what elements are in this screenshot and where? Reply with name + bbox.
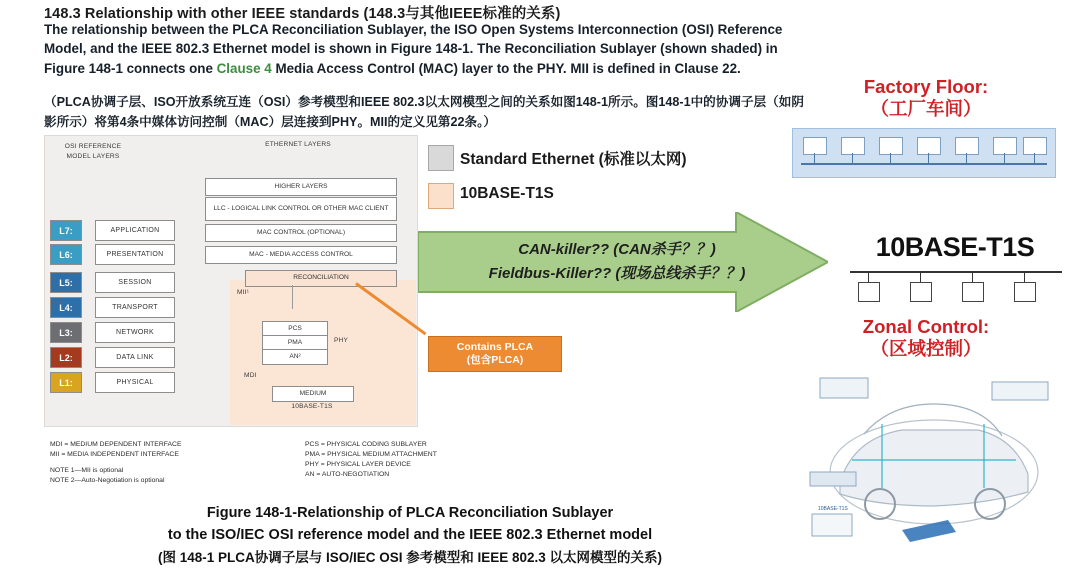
- zonal-control-heading: [786, 316, 1066, 360]
- drop-stem-1: [868, 272, 869, 282]
- factory-drop-3: [890, 153, 891, 163]
- factory-bus-rail: [801, 163, 1047, 165]
- drop-stem-3: [972, 272, 973, 282]
- factory-device-controller: [1023, 137, 1047, 155]
- zonal-control-title-en: Zonal Control:: [862, 316, 990, 337]
- osi-tag-l4: L4:: [50, 297, 82, 318]
- factory-drop-2: [852, 153, 853, 163]
- product-title: 10BASE-T1S: [875, 232, 1035, 262]
- caption-line2: to the ISO/IEC OSI reference model and the IEEE 802.3 Ethernet model: [167, 527, 653, 543]
- factory-drop-4: [928, 153, 929, 163]
- arrow-line1: CAN-killer?? (CAN杀手？？): [518, 241, 716, 258]
- factory-device-valve: [955, 137, 979, 155]
- factory-device-sensor: [917, 137, 941, 155]
- note-pcs: PCS = PHYSICAL CODING SUBLAYER: [305, 441, 427, 448]
- osi-tag-l7: L7:: [50, 220, 82, 241]
- figure-caption-chinese: (图 148-1 PLCA协调子层与 ISO/IEC OSI 参考模型和 IEEE 802.3 以太网模型的关系): [157, 550, 663, 565]
- arrow-line2: Fieldbus-Killer?? (现场总线杀手？？): [488, 265, 746, 282]
- legend-label-10base-t1s: 10BASE-T1S: [460, 185, 554, 202]
- callout-line2: (包含PLCA): [466, 354, 524, 366]
- note-mii: MII = MEDIA INDEPENDENT INTERFACE: [50, 451, 179, 458]
- intro-part1: The relationship between the PLCA Reconciliation Sublayer, the ISO Open Systems Interconnection (OSI) Reference Model, and the IEEE 802.3 Ethernet model is shown in Figure 148-1. The Reconciliation Sublayer (shown shaded) in Figure 148-1 connects one: [44, 22, 783, 76]
- legend-label-standard-ethernet: Standard Ethernet (标准以太网): [460, 151, 687, 168]
- osi-layer-network: NETWORK: [95, 322, 175, 343]
- drop-bus-illustration: [846, 268, 1066, 302]
- drop-bus-trunk: [850, 271, 1062, 273]
- osi-tag-l6: L6:: [50, 244, 82, 265]
- factory-device-robot: [803, 137, 827, 155]
- drop-node-1: [858, 282, 880, 302]
- mdi-label: MDI: [244, 372, 257, 379]
- osi-layer-presentation: PRESENTATION: [95, 244, 175, 265]
- legend-swatch-10base-t1s: [428, 183, 454, 209]
- stack-llc-box: LLC - LOGICAL LINK CONTROL OR OTHER MAC CLIENT: [205, 197, 397, 221]
- osi-tag-l3: L3:: [50, 322, 82, 343]
- factory-floor-illustration: [792, 128, 1056, 178]
- drop-node-4: [1014, 282, 1036, 302]
- note-pma: PMA = PHYSICAL MEDIUM ATTACHMENT: [305, 451, 437, 458]
- figure-notes-left: [50, 440, 300, 486]
- osi-tag-l2: L2:: [50, 347, 82, 368]
- drop-node-3: [962, 282, 984, 302]
- factory-floor-title-en: Factory Floor:: [863, 76, 989, 97]
- intro-paragraph: [44, 20, 796, 78]
- note-1: NOTE 1—MII is optional: [50, 467, 124, 474]
- drop-stem-4: [1024, 272, 1025, 282]
- svg-text:10BASE-T1S: 10BASE-T1S: [818, 506, 848, 512]
- phy-pcs-box: PCS: [262, 321, 328, 337]
- factory-floor-heading: [786, 76, 1066, 120]
- legend-swatch-standard-ethernet: [428, 145, 454, 171]
- mii-connector: [292, 285, 293, 309]
- factory-device-conveyor: [879, 137, 903, 155]
- osi-tag-l5: L5:: [50, 272, 82, 293]
- arrow-text: [452, 238, 782, 286]
- phy-pma-box: PMA: [262, 335, 328, 351]
- drop-stem-2: [920, 272, 921, 282]
- factory-device-pump: [993, 137, 1017, 155]
- factory-drop-1: [814, 153, 815, 163]
- osi-tag-l1: L1:: [50, 372, 82, 393]
- ethernet-header-label: ETHERNET LAYERS: [265, 141, 331, 148]
- zonal-control-title-cn: （区域控制）: [870, 338, 982, 359]
- factory-drop-5: [966, 153, 967, 163]
- note-2: NOTE 2—Auto-Negotiation is optional: [50, 477, 165, 484]
- medium-box: MEDIUM: [272, 386, 354, 402]
- osi-header-label: OSI REFERENCE MODEL LAYERS: [64, 143, 122, 160]
- phy-bracket-label: PHY: [334, 337, 349, 344]
- clause-link: Clause 4: [216, 60, 272, 76]
- stack-reconciliation-box: RECONCILIATION: [245, 270, 397, 287]
- higher-layers-box: HIGHER LAYERS: [205, 178, 397, 196]
- osi-layer-transport: TRANSPORT: [95, 297, 175, 318]
- phy-an-box: AN²: [262, 349, 328, 365]
- intro-part2: Media Access Control (MAC) layer to the PHY. MII is defined in Clause 22.: [271, 60, 741, 76]
- callout-line1: Contains PLCA: [456, 341, 534, 353]
- mii-label: MII¹: [237, 289, 250, 296]
- osi-layer-physical: PHYSICAL: [95, 372, 175, 393]
- note-mdi: MDI = MEDIUM DEPENDENT INTERFACE: [50, 441, 182, 448]
- note-an: AN = AUTO-NEGOTIATION: [305, 471, 390, 478]
- page-title: 148.3 Relationship with other IEEE standards (148.3与其他IEEE标准的关系): [44, 6, 561, 22]
- osi-layer-datalink: DATA LINK: [95, 347, 175, 368]
- osi-layer-application: APPLICATION: [95, 220, 175, 241]
- stack-mac-control-box: MAC CONTROL (OPTIONAL): [205, 224, 397, 242]
- medium-note-label: 10BASE-T1S: [291, 403, 333, 410]
- factory-device-printer: [841, 137, 865, 155]
- figure-notes-right: [305, 440, 535, 480]
- stack-mac-box: MAC - MEDIA ACCESS CONTROL: [205, 246, 397, 264]
- drop-node-2: [910, 282, 932, 302]
- callout-contains-plca: [428, 336, 562, 372]
- factory-drop-6: [1004, 153, 1005, 163]
- factory-floor-title-cn: （工厂车间）: [870, 98, 982, 119]
- note-phy: PHY = PHYSICAL LAYER DEVICE: [305, 461, 411, 468]
- figure-caption: [60, 502, 760, 546]
- caption-line1: Figure 148-1-Relationship of PLCA Reconciliation Sublayer: [206, 505, 614, 521]
- vehicle-zonal-illustration: [806, 364, 1056, 560]
- osi-layer-session: SESSION: [95, 272, 175, 293]
- intro-paragraph-chinese: （PLCA协调子层、ISO开放系统互连（OSI）参考模型和IEEE 802.3以太网模型之间的关系如图148-1所示。图148-1中的协调子层（如阴影所示）将第4条中媒体访问控制（MAC）层连接到PHY。MII的定义见第22条。）: [44, 95, 804, 129]
- factory-drop-7: [1034, 153, 1035, 163]
